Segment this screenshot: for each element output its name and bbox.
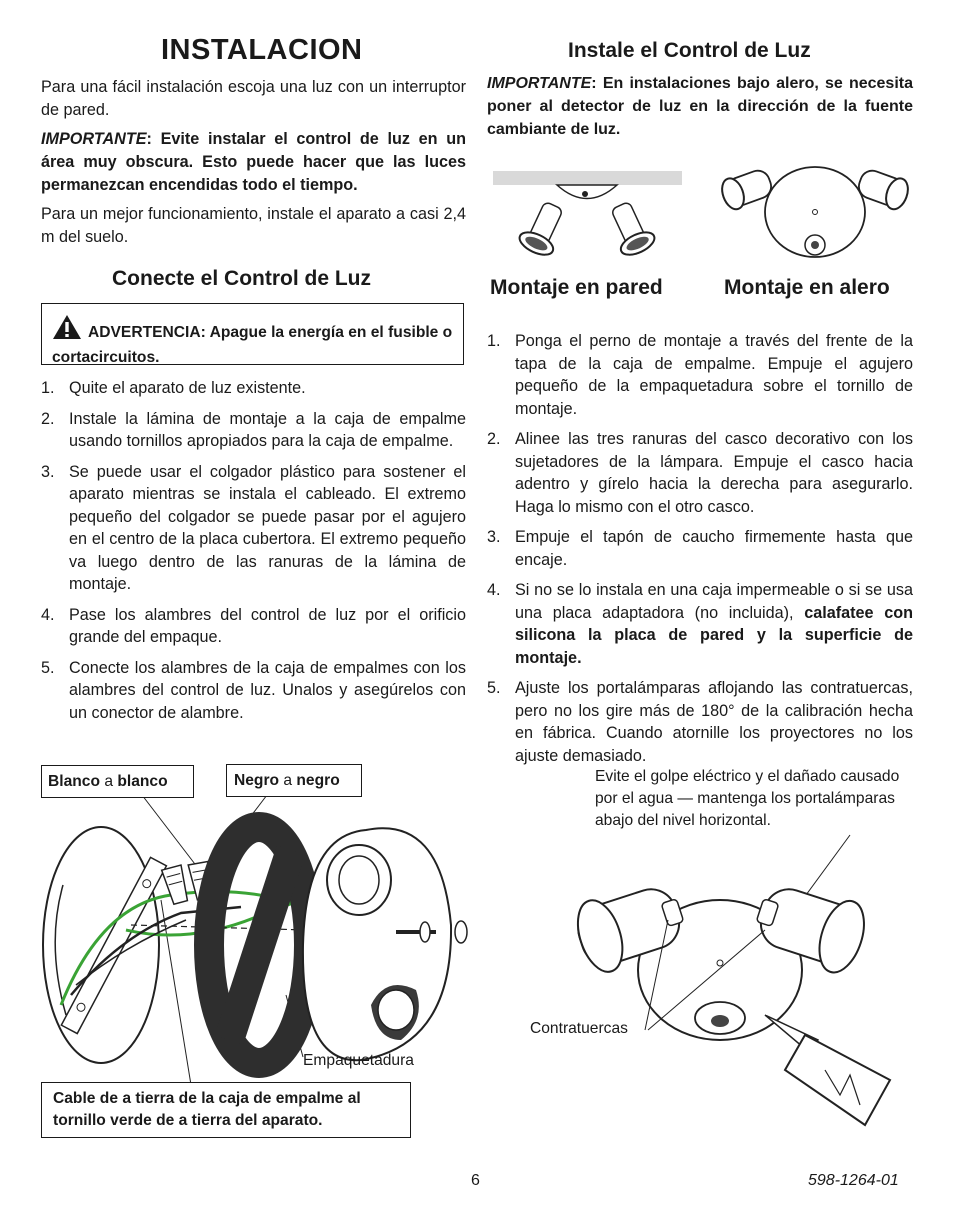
step-number: 1. [41, 379, 55, 397]
step-number: 2. [487, 430, 501, 448]
gasket-label: Empaquetadura [303, 1052, 414, 1069]
connect-step-2 [41, 408, 466, 453]
white-word-1: Blanco [48, 773, 100, 790]
fixture-cover [303, 828, 451, 1060]
lamp-adjustment-diagram [560, 835, 930, 1125]
white-word-2: blanco [117, 773, 168, 790]
step-text: Ponga el perno de montaje a través del frente de la tapa de la caja de empalme. Empuje el agujero pequeño de la empaquetadura sobre el tornillo de montaje. [515, 332, 913, 418]
install-step-3 [487, 526, 913, 571]
black-word-2: negro [296, 772, 340, 789]
install-heading: Instale el Control de Luz [568, 39, 811, 62]
install-important-text: : En instalaciones bajo alero, se necesita poner al detector de luz en la dirección de la fuente cambiante de luz. [487, 75, 913, 138]
mounting-plate [43, 827, 159, 1063]
gasket-prohibited [209, 827, 309, 1063]
warning-triangle-icon [52, 314, 82, 347]
document-code: 598-1264-01 [808, 1172, 899, 1189]
connect-step-4 [41, 604, 466, 649]
step-text: Alinee las tres ranuras del casco decorativo con los sujetadores de la lámpara. Empuje el casco hacia adentro y gírelo hacia la derecha para asegurarlo. Haga lo mismo con el otro casco. [515, 430, 913, 516]
wiring-diagram [41, 795, 481, 1080]
connect-heading: Conecte el Control de Luz [112, 267, 372, 290]
intro-text: Para una fácil instalación escoja una luz con un interruptor de pared. [41, 78, 466, 119]
performance-text: Para un mejor funcionamiento, instale el aparato a casi 2,4 m del suelo. [41, 205, 466, 246]
step-number: 4. [487, 581, 501, 599]
wall-mount-illustration [493, 171, 682, 259]
locknut-label: Contratuercas [530, 1020, 628, 1037]
install-step-5 [487, 677, 913, 767]
ground-wire-callout: Cable de a tierra de la caja de empalme al tornillo verde de a tierra del aparato. [41, 1082, 411, 1138]
page-number: 6 [471, 1172, 480, 1189]
step-text: Se puede usar el colgador plástico para sostener el aparato mientras se instala el cableado. El extremo pequeño del colgador se puede pasar por el agujero en el centro de la placa cubertora. El extremo pequeño va luego dentro de las ranuras de la lámina de montaje. [69, 462, 466, 593]
wire-connector-white [162, 865, 191, 905]
white-connector-word: a [100, 773, 118, 790]
important-label: IMPORTANTE [41, 130, 147, 148]
connect-step-5 [41, 657, 466, 725]
connect-step-3 [41, 461, 466, 596]
warning-text: ADVERTENCIA: Apague la energía en el fusible o cortacircuitos. [52, 324, 453, 366]
page-title: INSTALACION [161, 34, 363, 66]
black-connector-word: a [279, 772, 297, 789]
install-steps-list [487, 330, 913, 775]
install-step-4 [487, 579, 913, 669]
step-text: Instale la lámina de montaje a la caja de empalme usando tornillos apropiados para la caja de empalme. [69, 409, 466, 450]
step-text: Ajuste los portalámparas aflojando las contratuercas, pero no los gire más de 180° de la calibración hecha en fábrica. Cuando atornille los proyectores no los ajuste demasiado. [515, 679, 913, 765]
install-important-note [487, 72, 913, 141]
step-text: Conecte los alambres de la caja de empalmes con los alambres del control de luz. Unalos y asegúrelos con un conector de alambre. [69, 658, 466, 722]
eave-mount-label: Montaje en alero [724, 276, 890, 299]
step-number: 2. [41, 409, 55, 428]
white-to-white-callout [41, 765, 194, 798]
step-text: Quite el aparato de luz existente. [69, 379, 306, 397]
step-text: Pase los alambres del control de luz por el orificio grande del empaque. [69, 605, 466, 646]
step-number: 4. [41, 605, 55, 624]
step-text-bold: calafatee con silicona la placa de pared y la superficie de montaje. [515, 603, 913, 667]
mounting-illustrations [487, 150, 917, 265]
step-number: 5. [487, 679, 501, 697]
warning-box [41, 303, 464, 365]
black-to-black-callout [226, 764, 362, 797]
important-text: : Evite instalar el control de luz en un área muy obscura. Esto puede hacer que las luces permanezcan encendidas todo el tiempo. [41, 130, 466, 194]
wall-mount-label: Montaje en pared [490, 276, 663, 299]
step-number: 1. [487, 332, 501, 350]
step-number: 5. [41, 658, 55, 677]
important-note [41, 128, 466, 197]
lamp-warning-note: Evite el golpe eléctrico y el dañado causado por el agua — mantenga los portalámparas abajo del nivel horizontal. [595, 768, 900, 829]
connect-step-1 [41, 377, 466, 400]
step-number: 3. [41, 462, 55, 481]
install-important-label: IMPORTANTE [487, 75, 592, 92]
step-text: Si no se lo instala en una caja impermeable o si se usa una placa adaptadora (no incluida), [515, 581, 913, 622]
black-word-1: Negro [234, 772, 280, 789]
eave-mount-illustration [718, 165, 912, 257]
caulk-tube [765, 1015, 890, 1125]
connect-steps-list [41, 377, 466, 732]
install-step-2 [487, 428, 913, 518]
step-number: 3. [487, 528, 501, 546]
install-step-1 [487, 330, 913, 420]
step-text: Empuje el tapón de caucho firmemente hasta que encaje. [515, 528, 913, 569]
